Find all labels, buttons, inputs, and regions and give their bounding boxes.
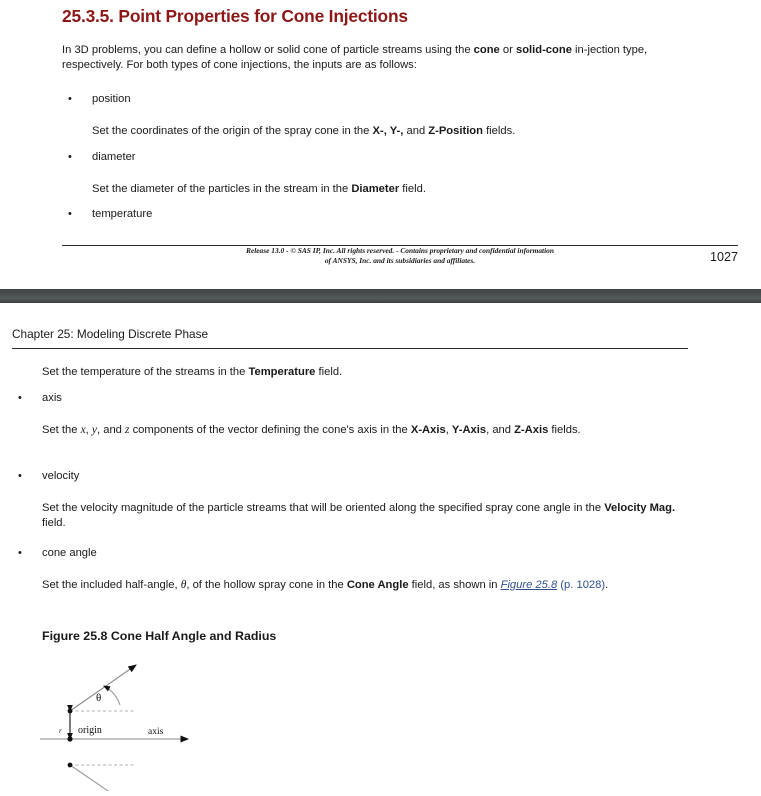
bullet-item-temperature: temperature (92, 208, 153, 220)
page-one (0, 0, 761, 288)
figure-cross-reference-link[interactable]: Figure 25.8 (500, 579, 558, 591)
upper-cone-ray (70, 665, 136, 711)
cone-angle-text-part1: Set the included half-angle, (42, 579, 181, 591)
bullet-marker: • (18, 470, 22, 482)
bullet-marker: • (68, 208, 72, 220)
axis-math-x: x (80, 424, 86, 436)
figure-caption: Figure 25.8 Cone Half Angle and Radius (42, 629, 277, 643)
footer-copyright (130, 246, 670, 265)
velocity-bold-field: Velocity Mag. (604, 502, 676, 514)
axis-text-part7: fields. (548, 424, 581, 436)
diameter-text-part2: field. (399, 183, 426, 195)
footer-page-number: 1027 (709, 250, 738, 264)
axis-text-part3: , and (97, 424, 125, 436)
position-bold-xy: X-, Y-, (372, 125, 404, 137)
axis-bold-zaxis: Z-Axis (514, 424, 549, 436)
theta-angle-arc (104, 686, 120, 705)
intro-paragraph (62, 43, 699, 74)
axis-math-y: y (91, 424, 97, 436)
lower-cone-ray (70, 765, 136, 791)
bullet-item-velocity: velocity (42, 470, 80, 482)
axis-math-z: z (125, 424, 130, 436)
position-text-part3: fields. (482, 125, 516, 137)
bullet-marker: • (18, 547, 22, 559)
cone-angle-description (42, 578, 692, 593)
axis-text-part1: Set the (42, 424, 81, 436)
section-heading: 25.3.5. Point Properties for Cone Injections (62, 6, 408, 26)
temperature-bold-field: Temperature (248, 366, 316, 378)
page-two (0, 303, 761, 791)
footer-copyright-line2: of ANSYS, Inc. and its subsidiaries and affiliates. (324, 255, 476, 265)
intro-text-part1: In 3D problems, you can define a hollow or solid cone of particle streams using the (62, 44, 474, 56)
velocity-description (42, 501, 692, 532)
temperature-text-part2: field. (315, 366, 343, 378)
origin-point (67, 736, 72, 741)
position-description (92, 124, 692, 139)
cone-angle-bold-field: Cone Angle (346, 579, 409, 591)
cone-diagram-svg (38, 653, 258, 791)
axis-label: axis (148, 727, 164, 737)
chapter-header-rule (12, 348, 688, 349)
position-text-part2: and (403, 125, 429, 137)
bullet-item-diameter: diameter (92, 151, 136, 163)
position-bold-zposition: Z-Position (428, 125, 483, 137)
diameter-text-part1: Set the diameter of the particles in the stream in the (92, 183, 352, 195)
bullet-marker: • (68, 151, 72, 163)
bullet-item-axis: axis (42, 392, 62, 404)
lower-cone-edge-point (68, 763, 73, 768)
velocity-text-part2: field. (42, 517, 66, 530)
axis-description (42, 423, 697, 438)
diameter-bold-field: Diameter (351, 183, 400, 195)
bullet-item-cone-angle: cone angle (42, 547, 97, 559)
chapter-header: Chapter 25: Modeling Discrete Phase (12, 327, 209, 341)
intro-bold-cone: cone (473, 44, 500, 56)
cone-angle-text-part4: . (605, 579, 609, 591)
cone-angle-math-theta: θ (180, 579, 187, 591)
axis-bold-xaxis: X-Axis (410, 424, 446, 436)
page-separator-band (0, 289, 761, 303)
bullet-marker: • (68, 93, 72, 105)
bullet-item-position: position (92, 93, 131, 105)
velocity-text-part1: Set the velocity magnitude of the particle streams that will be oriented along the specified spray cone angle in the (42, 502, 605, 514)
axis-text-part6: , and (486, 424, 515, 436)
radius-label: r (59, 726, 62, 735)
figure-page-reference: (p. 1028) (557, 579, 606, 591)
position-text-part1: Set the coordinates of the origin of the spray cone in the (92, 125, 373, 137)
cone-angle-text-part2: , of the hollow spray cone in the (186, 579, 347, 591)
axis-bold-yaxis: Y-Axis (451, 424, 487, 436)
origin-label: origin (78, 725, 102, 736)
axis-text-part2: , (85, 424, 92, 436)
intro-bold-solid-cone: solid-cone (515, 44, 572, 56)
theta-label: θ (96, 692, 102, 704)
cone-angle-text-part3: field, as shown in (408, 579, 501, 591)
figure-cone-half-angle-diagram (38, 653, 258, 791)
temperature-text-part1: Set the temperature of the streams in the (42, 366, 249, 378)
diameter-description (92, 182, 692, 197)
axis-text-part4: components of the vector defining the cone's axis in the (129, 424, 411, 436)
intro-text-part3: in-jection type, respectively. For both types of cone injections, the inputs are as follows: (62, 44, 648, 72)
temperature-description (42, 365, 682, 380)
axis-text-part5: , (445, 424, 452, 436)
footer-copyright-line1: Release 13.0 - © SAS IP, Inc. All rights reserved. - Contains proprietary and confidential information (246, 246, 554, 255)
intro-text-part2: or (499, 44, 516, 56)
bullet-marker: • (18, 392, 22, 404)
